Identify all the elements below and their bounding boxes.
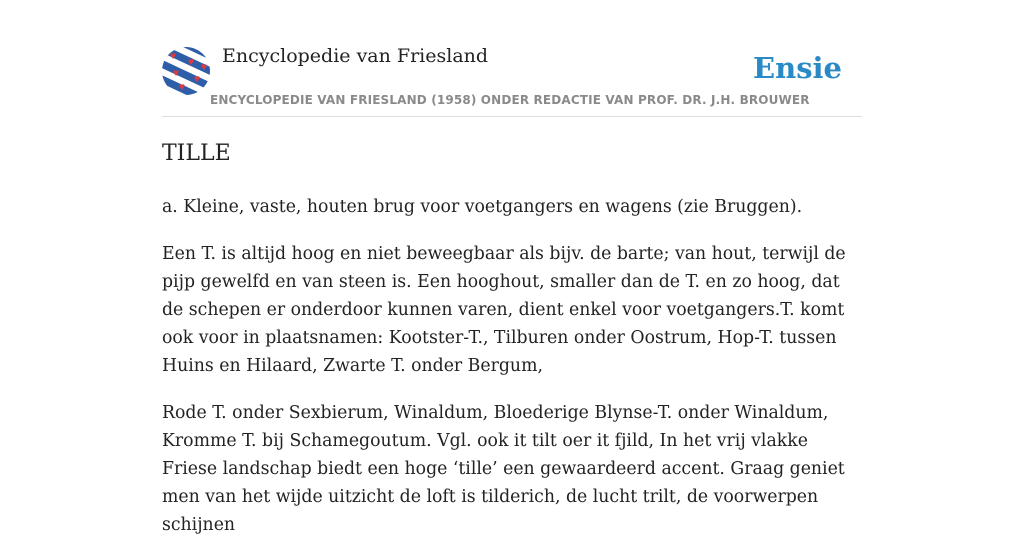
frisian-flag-logo-icon[interactable]: [162, 47, 210, 95]
site-subtitle: ENCYCLOPEDIE VAN FRIESLAND (1958) ONDER REDACTIE VAN PROF. DR. J.H. BROUWER: [210, 93, 810, 107]
article-title: TILLE: [162, 141, 231, 166]
ensie-brand-link[interactable]: Ensie: [753, 51, 842, 85]
site-header: [162, 0, 862, 117]
site-title[interactable]: Encyclopedie van Friesland: [222, 45, 489, 67]
article-body: [162, 193, 862, 558]
article-paragraph: Rode T. onder Sexbierum, Winaldum, Bloederige Blynse-T. onder Winaldum, Kromme T. bij Schamegoutum. Vgl. ook it tilt oer it fjild, In het vrij vlakke Friese landschap biedt een hoge ‘tille’ een gewaardeerd accent. Graag geniet men van het wijde uitzicht de loft is tilderich, de lucht trilt, de voorwerpen schijnen: [162, 403, 845, 535]
article-paragraph-definition: a. Kleine, vaste, houten brug voor voetgangers en wagens (zie Bruggen).: [162, 197, 803, 217]
page: [162, 0, 862, 535]
article-paragraph: Een T. is altijd hoog en niet beweegbaar als bijv. de barte; van hout, terwijl de pijp gewelfd en van steen is. Een hooghout, smaller dan de T. en zo hoog, dat de schepen er onderdoor kunnen varen, dient enkel voor voetgangers.T. komt ook voor in plaatsnamen: Kootster-T., Tilburen onder Oostrum, Hop-T. tussen Huins en Hilaard, Zwarte T. onder Bergum,: [162, 244, 846, 376]
